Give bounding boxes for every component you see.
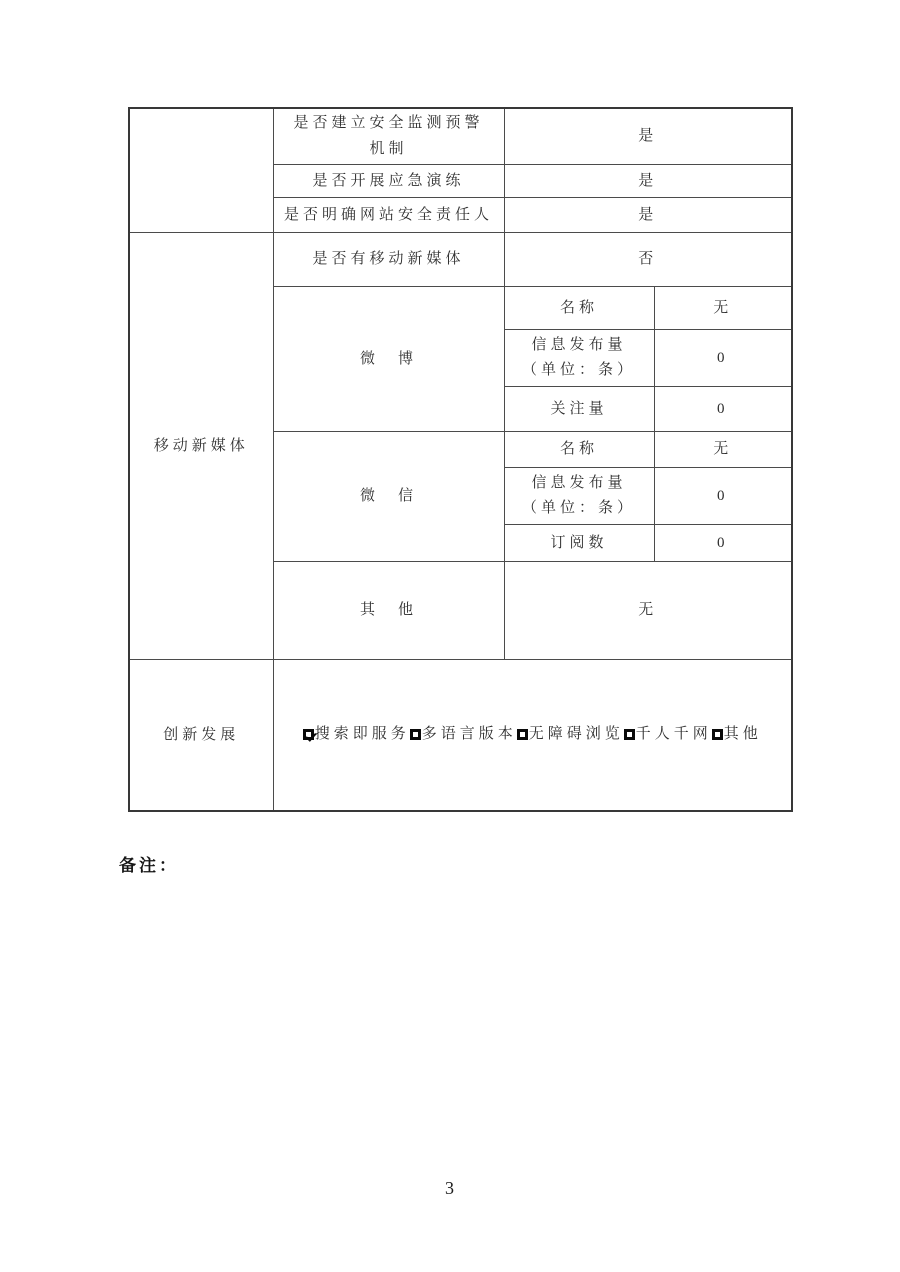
innovation-option-label: 无障碍浏览 [528,726,624,742]
weibo-name-label-cell: 名称 [504,286,654,329]
wechat-subscribers-label-cell: 订阅数 [504,524,654,561]
has-mobile-answer-cell: 否 [504,232,792,286]
unchecked-checkbox-icon[interactable] [410,729,421,740]
unchecked-checkbox-icon[interactable] [712,729,723,740]
weibo-posts-label-line1: 信息发布量 [531,336,627,353]
security-answer-cell: 是 [504,197,792,232]
weibo-posts-label-line2: （单位：条） [521,361,636,378]
innovation-option-label: 千人千网 [635,726,712,742]
security-question-cell: 是否开展应急演练 [273,164,504,197]
innovation-option [410,721,517,747]
innovation-option [517,721,624,747]
innovation-option-label: 多语言版本 [421,726,517,742]
security-question-text: 是否建立安全监测预警机制 [293,115,484,158]
other-media-value-cell: 无 [504,561,792,659]
weibo-name-value-cell: 无 [654,286,792,329]
security-answer-cell: 是 [504,108,792,164]
table-row [129,232,792,286]
innovation-option-label: 其他 [723,726,762,742]
weibo-label-cell: 微 博 [273,286,504,431]
weibo-followers-value-cell: 0 [654,386,792,431]
innovation-options-cell [273,659,792,811]
innovation-option [624,721,712,747]
other-media-label-cell: 其 他 [273,561,504,659]
weibo-posts-label-cell [504,329,654,386]
annual-report-table [128,107,793,812]
section-label-innovation: 创新发展 [129,659,273,811]
security-question-cell [273,108,504,164]
section-label-mobile-media: 移动新媒体 [129,232,273,659]
unchecked-checkbox-icon[interactable] [624,729,635,740]
checked-checkbox-icon[interactable] [303,729,314,740]
wechat-posts-value-cell: 0 [654,467,792,524]
page-number: 3 [445,1178,455,1198]
table-row [129,659,792,811]
wechat-subscribers-value-cell: 0 [654,524,792,561]
wechat-name-value-cell: 无 [654,431,792,467]
table-row [129,108,792,164]
wechat-posts-label-cell [504,467,654,524]
innovation-option [303,721,410,747]
innovation-options-row [303,728,762,744]
security-answer-cell: 是 [504,164,792,197]
unchecked-checkbox-icon[interactable] [517,729,528,740]
remarks-label: 备注： [119,856,179,875]
weibo-followers-label-cell: 关注量 [504,386,654,431]
has-mobile-question-cell: 是否有移动新媒体 [273,232,504,286]
wechat-label-cell: 微 信 [273,431,504,561]
innovation-option [712,721,762,747]
wechat-posts-label-line2: （单位：条） [521,499,636,516]
wechat-posts-label-line1: 信息发布量 [531,474,627,491]
section-label-cell-blank [129,108,273,232]
security-question-cell: 是否明确网站安全责任人 [273,197,504,232]
innovation-option-label: 搜索即服务 [314,726,410,742]
wechat-name-label-cell: 名称 [504,431,654,467]
weibo-posts-value-cell: 0 [654,329,792,386]
